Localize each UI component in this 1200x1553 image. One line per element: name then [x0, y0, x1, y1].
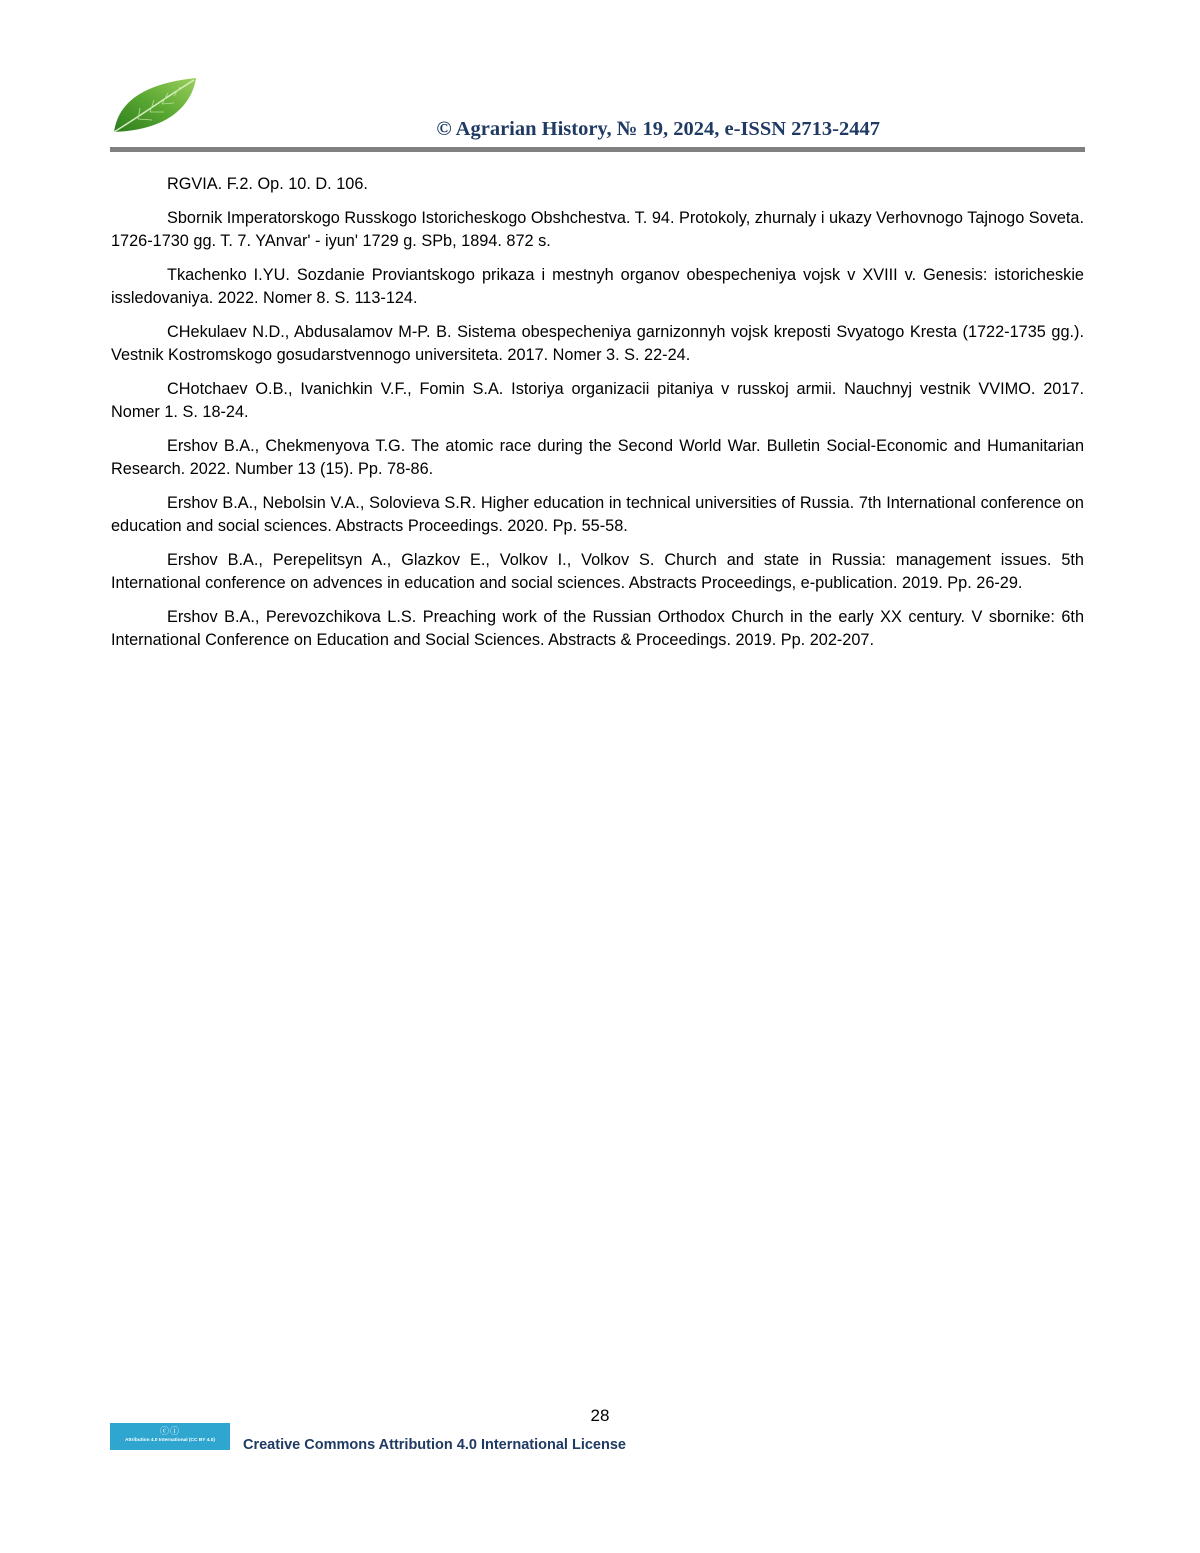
reference-item: Tkachenko I.YU. Sozdanie Proviantskogo prikaza i mestnyh organov obespecheniya vojsk v XVIII v. Genesis: istoricheskie issledovaniya. 2022. Nomer 8. S. 113-124.	[111, 265, 1084, 307]
cc-symbols-icon: ⓒⓘ	[159, 1426, 180, 1436]
cc-badge-text: Attribution 4.0 International (CC BY 4.0)	[125, 1438, 215, 1443]
journal-title: © Agrarian History, № 19, 2024, e-ISSN 2713-2447	[436, 118, 880, 140]
reference-item: Ershov B.A., Perevozchikova L.S. Preaching work of the Russian Orthodox Church in the early XX century. V sbornike: 6th International Conference on Education and Social Sciences. Abstracts & Proceedings. 2019. Pp. 202-207.	[111, 607, 1084, 649]
reference-item: Ershov B.A., Nebolsin V.A., Solovieva S.R. Higher education in technical universities of Russia. 7th International conference on education and social sciences. Abstracts Proceedings. 2020. Pp. 55-58.	[111, 493, 1084, 535]
reference-item: Ershov B.A., Perepelitsyn A., Glazkov E., Volkov I., Volkov S. Church and state in Russia: management issues. 5th International conference on advences in education and social sciences. Abstracts Proceedings, e-publication. 2019. Pp. 26-29.	[111, 550, 1084, 592]
reference-item: CHotchaev O.B., Ivanichkin V.F., Fomin S.A. Istoriya organizacii pitaniya v russkoj armii. Nauchnyj vestnik VVIMO. 2017. Nomer 1. S. 18-24.	[111, 379, 1084, 421]
reference-item: Sbornik Imperatorskogo Russkogo Istoricheskogo Obshchestva. T. 94. Protokoly, zhurnaly i ukazy Verhovnogo Tajnogo Soveta. 1726-1730 gg. T. 7. YAnvar' - iyun' 1729 g. SPb, 1894. 872 s.	[111, 208, 1084, 250]
cc-by-icon[interactable]	[110, 1423, 230, 1450]
page-header	[110, 72, 1085, 154]
license-link[interactable]: Creative Commons Attribution 4.0 International License	[243, 1437, 626, 1453]
header-divider	[110, 147, 1085, 152]
reference-list	[111, 173, 1084, 663]
page-number: 28	[590, 1406, 610, 1425]
reference-item: CHekulaev N.D., Abdusalamov M-P. B. Sistema obespecheniya garnizonnyh vojsk kreposti Svyatogo Kresta (1722-1735 gg.). Vestnik Kostromskogo gosudarstvennogo universiteta. 2017. Nomer 3. S. 22-24.	[111, 322, 1084, 364]
reference-item: RGVIA. F.2. Op. 10. D. 106.	[167, 175, 368, 193]
reference-item: Ershov B.A., Chekmenyova T.G. The atomic race during the Second World War. Bulletin Social-Economic and Humanitarian Research. 2022. Number 13 (15). Pp. 78-86.	[111, 436, 1084, 478]
